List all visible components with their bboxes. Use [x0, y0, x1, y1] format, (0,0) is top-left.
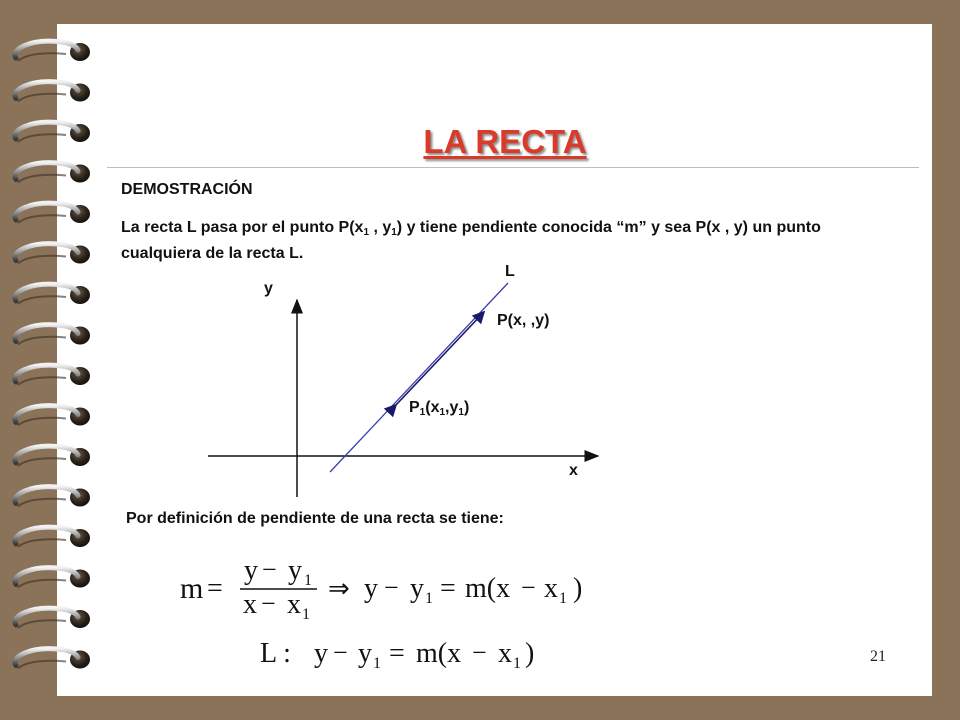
f1-num-sub: 1 — [304, 572, 312, 589]
p1-sub: 1 — [458, 407, 464, 418]
p1-part: ) — [463, 399, 470, 416]
f1-den-b: x — [287, 589, 301, 620]
f1-r1: y — [364, 573, 378, 604]
f1-r3-minus: − — [521, 573, 536, 602]
para-subscript: 1 — [391, 227, 397, 238]
f1-r1-minus: − — [384, 573, 399, 602]
p1-part: P — [409, 399, 420, 416]
f2-b: y — [358, 638, 372, 669]
f2-b-sub: 1 — [373, 655, 381, 672]
f1-den-sub: 1 — [302, 606, 310, 623]
y-axis-label: y — [264, 280, 273, 297]
f1-m: m — [180, 572, 204, 605]
f2-c: m(x — [416, 638, 462, 669]
implies-icon: ⇒ — [328, 574, 350, 603]
f1-den-minus: − — [261, 589, 276, 618]
f1-eq: = — [207, 573, 223, 604]
f2-minus2: − — [472, 638, 487, 667]
f1-r-eq: = — [440, 573, 456, 604]
para-part: ) y tiene pendiente conocida “m” y sea P(x , y) un punto cualquiera de la recta L. — [121, 219, 821, 262]
section-heading: DEMOSTRACIÓN — [121, 181, 253, 198]
definition-text: Por definición de pendiente de una recta se tiene: — [126, 510, 504, 527]
p1-part: (x — [425, 399, 440, 416]
p1-part: ,y — [445, 399, 459, 416]
x-axis-label: x — [569, 462, 578, 479]
f1-r3: m(x — [465, 573, 511, 604]
f2-close: ) — [525, 638, 535, 669]
f1-r2-sub: 1 — [425, 590, 433, 607]
f1-num-minus: − — [262, 555, 277, 584]
para-part: La recta L pasa por el punto P(x — [121, 219, 364, 236]
f2-d: x — [498, 638, 512, 669]
f2-eq: = — [389, 638, 405, 669]
f2-d-sub: 1 — [513, 655, 521, 672]
p1-sub: 1 — [439, 407, 446, 418]
f1-den-a: x — [243, 589, 257, 620]
f2-a: y — [314, 638, 328, 669]
f1-num-a: y — [244, 555, 258, 586]
para-part: , y — [369, 219, 392, 236]
f1-num-b: y — [288, 555, 302, 586]
page-number: 21 — [870, 648, 886, 665]
f2-L: L : — [260, 638, 291, 669]
f1-r4-sub: 1 — [559, 590, 567, 607]
para-subscript: 1 — [363, 227, 369, 238]
f1-r-close: ) — [573, 573, 583, 604]
slide-title: LA RECTA — [423, 123, 587, 160]
f1-r4: x — [544, 573, 558, 604]
line-label: L — [505, 263, 515, 280]
p1-sub: 1 — [419, 407, 426, 418]
f2-minus1: − — [333, 638, 348, 667]
f1-r2: y — [410, 573, 424, 604]
point-p-label: P(x, ,y) — [497, 312, 550, 329]
